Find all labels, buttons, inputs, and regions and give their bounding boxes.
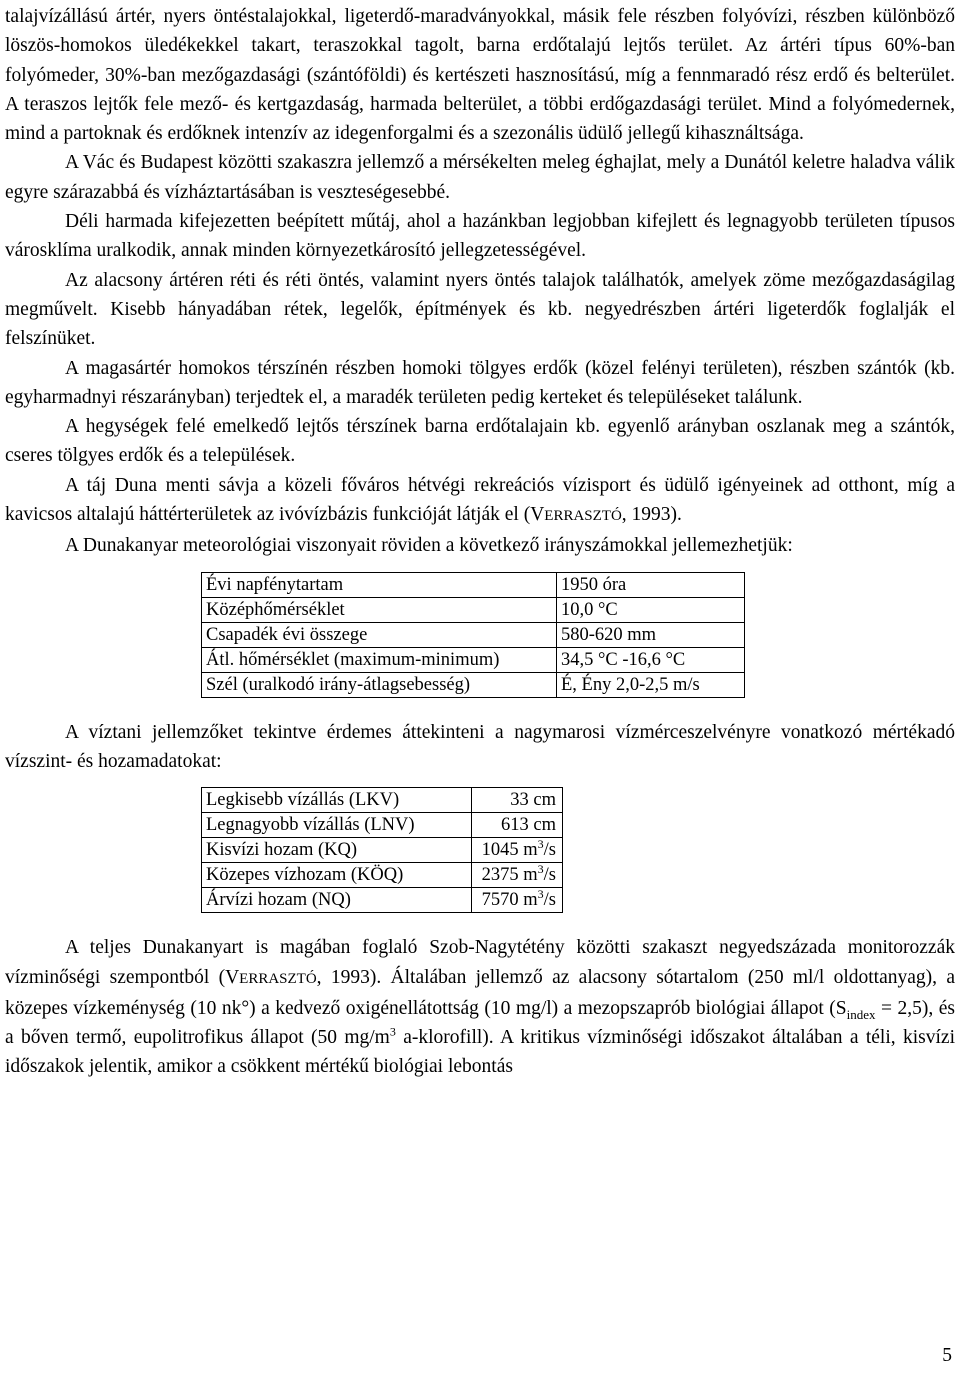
value: 1045 m	[481, 840, 538, 861]
table-cell-value: 33 cm	[472, 788, 563, 813]
superscript: 3	[389, 1024, 396, 1039]
table-cell-value: É, Ény 2,0-2,5 m/s	[557, 672, 745, 697]
table-row	[202, 572, 745, 597]
text: , 1993).	[621, 504, 682, 526]
paragraph: A hegységek felé emelkedő lejtős térszínek barna erdőtalajain kb. egyenlő arányban oszlanak meg a szántók, cseres tölgyes erdők és a települések.	[5, 416, 955, 467]
table-row	[202, 597, 745, 622]
table-cell-label: Szél (uralkodó irány-átlagsebesség)	[202, 672, 557, 697]
value: 7570 m	[481, 890, 538, 911]
table-cell-label: Átl. hőmérséklet (maximum-minimum)	[202, 647, 557, 672]
paragraph: A Vác és Budapest közötti szakaszra jellemző a mérsékelten meleg éghajlat, mely a Dunától keletre haladva válik egyre szárazabbá és vízháztartásában is veszteségesebbé.	[5, 152, 955, 203]
paragraph: Déli harmada kifejezetten beépített műtáj, ahol a hazánkban legjobban kifejlett és legnagyobb területen típusos városklíma uralkodik, annak minden környezetkárosító jellegzetességével.	[5, 211, 955, 262]
text: a-klorofill). A kritikus vízminőségi időszakot általában a téli, kisvízi időszakok jelentik, amikor a csökkent mértékű biológiai lebontás	[5, 1027, 955, 1078]
unit-superscript: 3	[537, 837, 544, 852]
page-number: 5	[942, 1345, 952, 1366]
table-row	[202, 788, 563, 813]
text: , 1993). Általában jellemző az alacsony sótartalom (250 ml/l oldottanyag), a közepes vízkeménység (10 nk°) a kedvező oxigénellátottság (10 mg/l) a mezopszaprób biológiai állapot (S	[5, 966, 955, 1019]
unit: /s	[543, 865, 556, 886]
subscript: index	[846, 1006, 876, 1022]
table-cell-label: Közepes vízhozam (KÖQ)	[202, 863, 472, 888]
table-cell-label: Évi napfénytartam	[202, 572, 557, 597]
table-cell-value	[472, 838, 563, 863]
paragraph-vizisport	[5, 471, 955, 532]
table-cell-value: 1950 óra	[557, 572, 745, 597]
paragraph: talajvízállású ártér, nyers öntéstalajokkal, ligeterdő-maradványokkal, másik fele részben folyóvízi, részben különböző löszös-homokos üledékekkel takart, teraszokkal tagolt, barna erdőtalajú lejtős terület. Az ártéri típus 60%-ban folyómeder, 30%-ban mezőgazdasági (szántóföldi) és kertészeti hasznosítású, míg a fennmaradó rész erdő és belterület. A teraszos lejtők fele mező- és kertgazdaság, harmada belterület, a többi erdőgazdasági terület. Mind a folyómedernek, mind a partoknak és erdőknek intenzív az idegenforgalmi és a szezonális üdülő jellegű kihasználtsága.	[5, 6, 955, 145]
table-cell-value: 613 cm	[472, 813, 563, 838]
paragraph: A magasártér homokos térszínén részben homoki tölgyes erdők (közel felényi területen), részben szántók (kb. egyharmadnyi részarányban) terjedtek el, a maradék területen pedig kerteket és településeket találunk.	[5, 357, 955, 408]
author-smallcaps: ERRASZTÓ	[239, 970, 317, 987]
table-cell-value	[472, 888, 563, 913]
table-cell-label: Középhőmérséklet	[202, 597, 557, 622]
paragraph: Az alacsony ártéren réti és réti öntés, valamint nyers öntés talajok találhatók, amelyek zöme mezőgazdaságilag megművelt. Kisebb hányadában rétek, legelők, építmények és kb. negyedrészben ártéri ligeterdők foglalják el felszínüket.	[5, 269, 955, 350]
table-cell-label: Árvízi hozam (NQ)	[202, 888, 472, 913]
meteo-table	[201, 572, 745, 698]
paragraph-meteo: A Dunakanyar meteorológiai viszonyait röviden a következő irányszámokkal jellemezhetjük:	[65, 535, 793, 557]
table-cell-value: 580-620 mm	[557, 622, 745, 647]
text: A táj Duna menti sávja a közeli főváros hétvégi rekreációs vízisport és üdülő igényeinek ad otthont, míg a kavicsos altalajú háttérterületek az ivóvízbázis funkcióját látják el (V	[5, 474, 955, 526]
value: 2375 m	[481, 865, 538, 886]
table-row	[202, 863, 563, 888]
paragraph-final	[5, 933, 955, 1081]
unit-superscript: 3	[537, 862, 544, 877]
table-cell-value: 34,5 °C -16,6 °C	[557, 647, 745, 672]
text: = 2,5), és a bőven termő, eupolitrofikus állapot (50 mg/m	[5, 997, 955, 1049]
table-cell-label: Legnagyobb vízállás (LNV)	[202, 813, 472, 838]
table-row	[202, 672, 745, 697]
table-row	[202, 647, 745, 672]
table-cell-value	[472, 863, 563, 888]
table-cell-label: Kisvízi hozam (KQ)	[202, 838, 472, 863]
table-row	[202, 813, 563, 838]
table-cell-value: 10,0 °C	[557, 597, 745, 622]
unit: /s	[543, 890, 556, 911]
text: A teljes Dunakanyart is magában foglaló Szob-Nagytétény közötti szakaszt negyedszázada monitorozzák vízminőségi szempontból (V	[5, 937, 955, 988]
table-cell-label: Csapadék évi összege	[202, 622, 557, 647]
table-row	[202, 888, 563, 913]
author-smallcaps: ERRASZTÓ	[544, 508, 622, 525]
document-page	[5, 2, 955, 1082]
table-row	[202, 622, 745, 647]
unit: /s	[543, 840, 556, 861]
hydro-table	[201, 787, 563, 913]
table-row	[202, 838, 563, 863]
paragraph-viztani: A víztani jellemzőket tekintve érdemes áttekinteni a nagymarosi vízmérceszelvényre vonatkozó mértékadó vízszint- és hozamadatokat:	[5, 721, 955, 772]
table-cell-label: Legkisebb vízállás (LKV)	[202, 788, 472, 813]
unit-superscript: 3	[537, 887, 544, 902]
